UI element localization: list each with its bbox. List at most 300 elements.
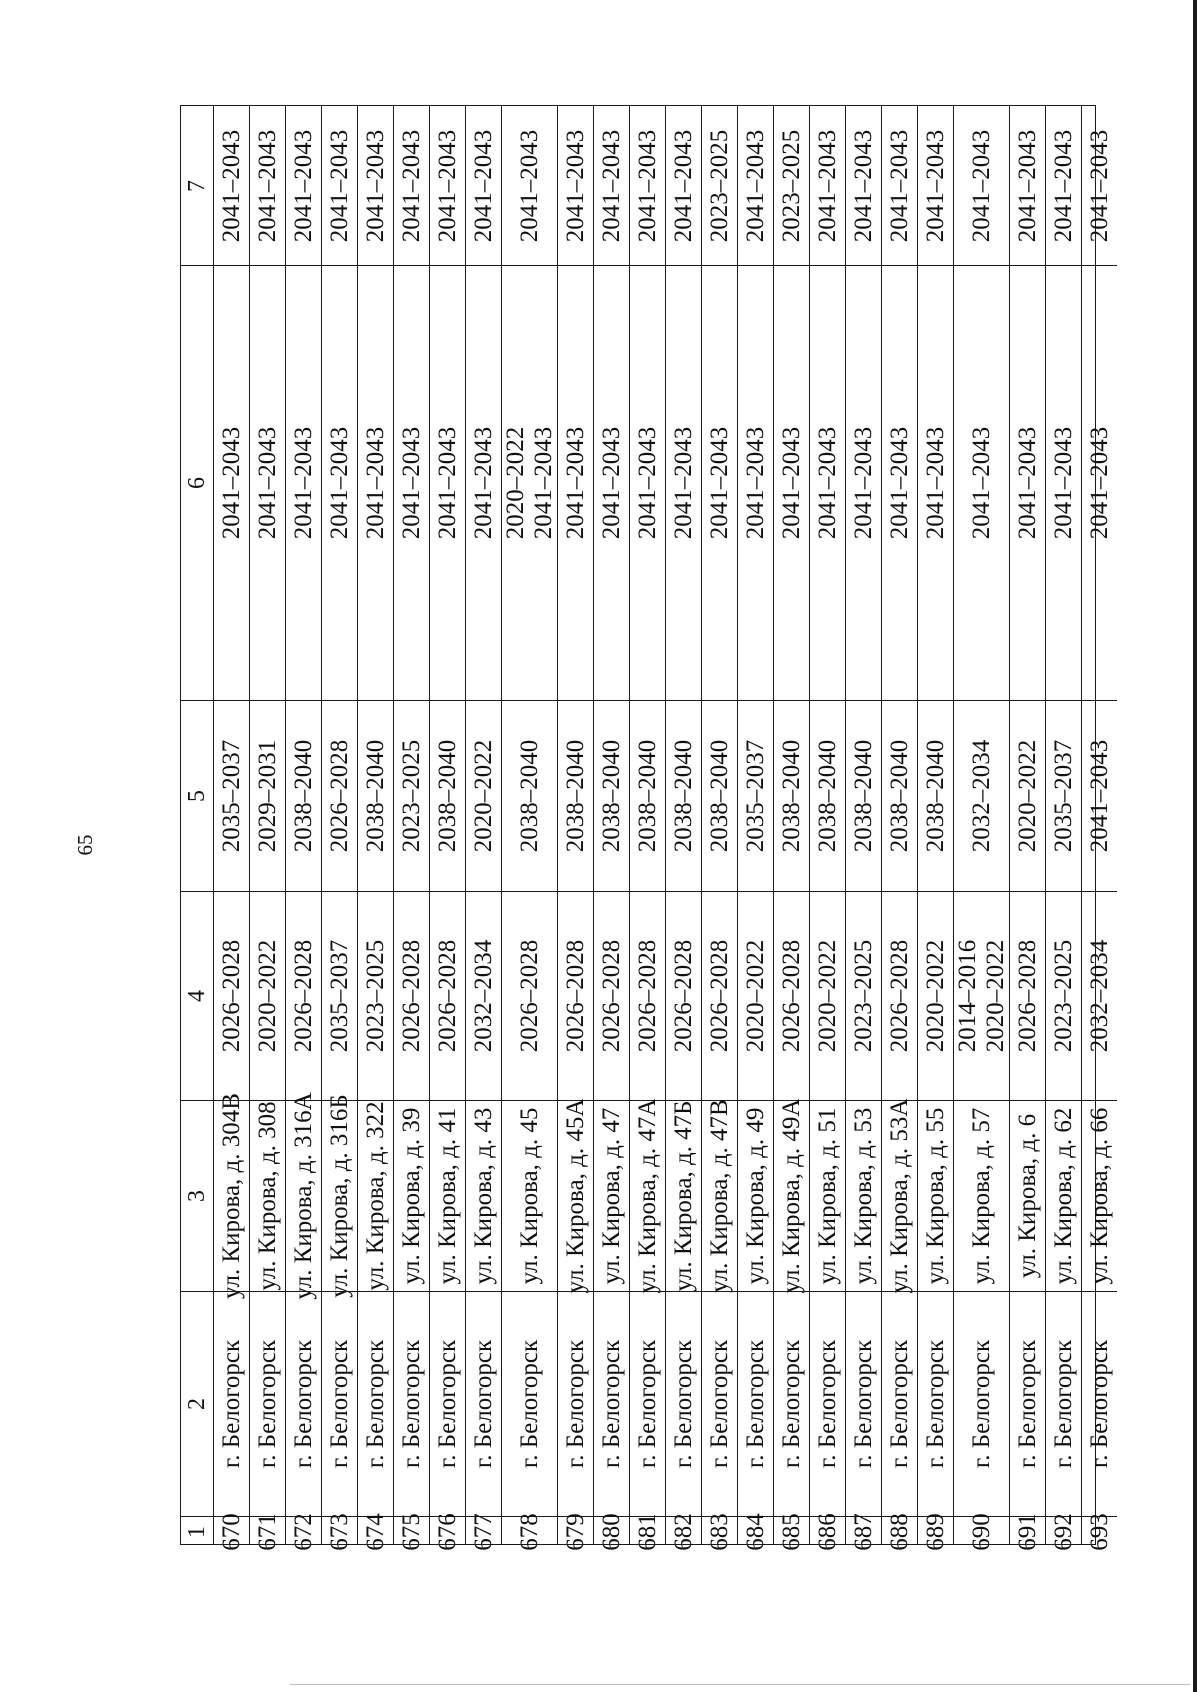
table-cell — [918, 1512, 953, 1551]
period-value — [922, 427, 950, 540]
period-line: 2026–2028 — [633, 939, 661, 1053]
period-line: 2041–2043 — [1013, 426, 1041, 540]
table-cell — [1046, 106, 1081, 265]
period-line: 2035–2037 — [1049, 739, 1077, 853]
period-value — [218, 740, 246, 853]
period-value — [502, 427, 558, 540]
period-line: 2026–2028 — [561, 939, 589, 1053]
header-label: 7 — [184, 179, 210, 192]
period-value — [326, 129, 354, 242]
city-name: г. Белогорск — [433, 1339, 461, 1469]
period-line: 2041–2043 — [217, 426, 245, 540]
table-cell — [774, 1291, 809, 1516]
street-address: ул. Кирова, д. 45А — [561, 1098, 589, 1294]
table-cell — [394, 265, 429, 700]
table-cell — [558, 1098, 593, 1294]
table-row — [249, 106, 285, 1551]
table-cell — [954, 1512, 1009, 1551]
period-value — [398, 427, 426, 540]
period-line: 2038–2040 — [433, 739, 461, 853]
period-line: 2041–2043 — [1049, 426, 1077, 540]
row-number: 686 — [813, 1512, 841, 1551]
period-line: 2041–2043 — [289, 426, 317, 540]
table-cell — [738, 1100, 773, 1291]
table-cell — [702, 265, 737, 700]
period-value — [886, 740, 914, 853]
header-label: 4 — [184, 990, 210, 1002]
period-value — [1050, 940, 1078, 1053]
table-cell — [286, 700, 321, 891]
table-cell — [738, 106, 773, 265]
period-value — [886, 129, 914, 242]
table-cell — [286, 1512, 321, 1551]
period-value — [1086, 940, 1114, 1053]
table-cell — [630, 700, 665, 891]
street-address: ул. Кирова, д. 304В — [217, 1093, 245, 1299]
period-value — [670, 940, 698, 1053]
period-line: 2041–2043 — [885, 129, 913, 242]
table-cell — [882, 1098, 917, 1294]
table-cell — [358, 700, 393, 891]
street-address: ул. Кирова, д. 47Б — [669, 1100, 697, 1292]
period-line: 2026–2028 — [515, 939, 543, 1053]
period-line: 2029–2031 — [253, 739, 281, 853]
period-line: 2023–2025 — [849, 939, 877, 1053]
period-line: 2026–2028 — [777, 939, 805, 1053]
table-cell — [466, 891, 501, 1100]
table-cell — [322, 1094, 357, 1298]
city-name: г. Белогорск — [777, 1339, 805, 1469]
table-cell — [846, 1291, 881, 1516]
period-line: 2041–2043 — [325, 426, 353, 540]
period-line: 2026–2028 — [885, 939, 913, 1053]
header-cell — [181, 265, 213, 700]
period-line: 2041–2043 — [921, 426, 949, 540]
period-value — [814, 940, 842, 1053]
period-line: 2020–2022 — [253, 939, 281, 1053]
table-cell — [702, 1291, 737, 1516]
street-address: ул. Кирова, д. 55 — [921, 1107, 949, 1285]
period-value — [434, 940, 462, 1053]
row-number: 682 — [669, 1512, 697, 1551]
period-value — [742, 129, 770, 242]
period-value — [922, 129, 950, 242]
city-name: г. Белогорск — [253, 1339, 281, 1469]
row-number: 675 — [397, 1512, 425, 1551]
table-cell — [1082, 265, 1117, 700]
table-cell — [466, 700, 501, 891]
period-value — [850, 427, 878, 540]
period-value — [218, 940, 246, 1053]
table-cell — [918, 106, 953, 265]
table-cell — [738, 265, 773, 700]
period-value — [562, 427, 590, 540]
table-cell — [1082, 891, 1117, 1100]
period-value — [362, 740, 390, 853]
period-value — [1014, 940, 1042, 1053]
period-value — [598, 129, 626, 242]
table-cell — [810, 1100, 845, 1291]
period-value — [290, 740, 318, 853]
period-line: 2020–2022 — [813, 939, 841, 1053]
period-line: 2020–2022 — [741, 939, 769, 1053]
period-line: 2041–2043 — [289, 129, 317, 242]
period-line: 2041–2043 — [741, 129, 769, 242]
street-address: ул. Кирова, д. 47В — [705, 1099, 733, 1293]
street-address: ул. Кирова, д. 47 — [597, 1107, 625, 1285]
row-number: 691 — [1013, 1512, 1041, 1551]
period-value — [670, 129, 698, 242]
table-cell — [286, 1291, 321, 1516]
period-value — [398, 940, 426, 1053]
table-cell — [430, 106, 465, 265]
period-line: 2038–2040 — [921, 739, 949, 853]
table-cell — [358, 106, 393, 265]
table-cell — [250, 265, 285, 700]
period-value — [434, 427, 462, 540]
table-row — [665, 106, 701, 1551]
table-cell — [882, 891, 917, 1100]
table-cell — [594, 891, 629, 1100]
period-line: 2026–2028 — [669, 939, 697, 1053]
period-line: 2041–2043 — [813, 129, 841, 242]
header-label: 5 — [184, 790, 210, 802]
period-line: 2041–2043 — [597, 129, 625, 242]
row-number: 676 — [433, 1512, 461, 1551]
period-line: 2041–2043 — [849, 129, 877, 242]
table-row — [809, 106, 845, 1551]
period-line: 2032–2034 — [469, 939, 497, 1053]
row-number: 679 — [561, 1512, 589, 1551]
table-cell — [1010, 891, 1045, 1100]
period-line: 2038–2040 — [561, 739, 589, 853]
period-line: 2038–2040 — [813, 739, 841, 853]
table-cell — [1010, 265, 1045, 700]
table-cell — [430, 1512, 465, 1551]
street-address: ул. Кирова, д. 6 — [1013, 1113, 1041, 1279]
table-cell — [214, 1512, 249, 1551]
street-address: ул. Кирова, д. 49 — [741, 1107, 769, 1285]
table-cell — [810, 106, 845, 265]
table-cell — [1010, 700, 1045, 891]
period-value — [598, 740, 626, 853]
period-value — [814, 129, 842, 242]
table-cell — [630, 106, 665, 265]
table-cell — [358, 1291, 393, 1516]
period-value — [398, 129, 426, 242]
city-name: г. Белогорск — [325, 1339, 353, 1469]
period-value — [1086, 740, 1114, 853]
table-cell — [502, 891, 557, 1100]
period-line: 2041–2043 — [633, 426, 661, 540]
table-cell — [322, 891, 357, 1100]
table-row — [285, 106, 321, 1551]
period-value — [742, 740, 770, 853]
table-cell — [594, 106, 629, 265]
period-value — [968, 129, 996, 242]
row-number: 672 — [289, 1512, 317, 1551]
table-cell — [918, 265, 953, 700]
period-value — [362, 940, 390, 1053]
header-label: 6 — [184, 477, 210, 489]
city-name: г. Белогорск — [597, 1339, 625, 1469]
table-row — [557, 106, 593, 1551]
header-cell — [181, 1100, 213, 1291]
street-address: ул. Кирова, д. 49А — [777, 1098, 805, 1294]
row-number: 673 — [325, 1512, 353, 1551]
table-cell — [1082, 1512, 1117, 1551]
table-cell — [954, 106, 1009, 265]
table-cell — [666, 891, 701, 1100]
city-name: г. Белогорск — [669, 1339, 697, 1469]
period-line: 2038–2040 — [705, 739, 733, 853]
city-name: г. Белогорск — [849, 1339, 877, 1469]
period-value — [290, 427, 318, 540]
table-cell — [558, 700, 593, 891]
period-line: 2041–2043 — [433, 129, 461, 242]
period-value — [326, 740, 354, 853]
table-cell — [466, 1100, 501, 1291]
period-line: 2041–2043 — [669, 426, 697, 540]
period-line: 2041–2043 — [705, 426, 733, 540]
period-line: 2023–2025 — [777, 129, 805, 242]
period-line: 2014–2016 — [953, 939, 981, 1053]
period-line: 2041–2043 — [469, 426, 497, 540]
table-cell — [394, 700, 429, 891]
table-cell — [286, 1092, 321, 1300]
table-cell — [466, 1291, 501, 1516]
period-line: 2023–2025 — [705, 129, 733, 242]
table-cell — [430, 1100, 465, 1291]
period-value — [634, 427, 662, 540]
period-value — [254, 940, 282, 1053]
row-number: 683 — [705, 1512, 733, 1551]
table-row — [881, 106, 917, 1551]
table-cell — [322, 1512, 357, 1551]
table-cell — [430, 265, 465, 700]
table-cell — [558, 265, 593, 700]
table-cell — [882, 265, 917, 700]
table-row — [501, 106, 557, 1551]
header-label: 2 — [184, 1398, 210, 1410]
city-name: г. Белогорск — [397, 1339, 425, 1469]
period-value — [516, 940, 544, 1053]
city-name: г. Белогорск — [1049, 1339, 1077, 1469]
period-line: 2038–2040 — [633, 739, 661, 853]
table-row — [393, 106, 429, 1551]
table-cell — [918, 891, 953, 1100]
period-value — [434, 740, 462, 853]
table-cell — [502, 1512, 557, 1551]
street-address: ул. Кирова, д. 53 — [849, 1107, 877, 1285]
table-row — [629, 106, 665, 1551]
period-line: 2041–2043 — [1049, 129, 1077, 242]
period-value — [326, 940, 354, 1053]
header-cell — [181, 700, 213, 891]
header-label: 3 — [184, 1190, 210, 1202]
period-value — [290, 940, 318, 1053]
period-line: 2041–2043 — [361, 426, 389, 540]
period-line: 2041–2043 — [1013, 129, 1041, 242]
period-value — [968, 740, 996, 853]
period-line: 2041–2043 — [597, 426, 625, 540]
table-cell — [466, 265, 501, 700]
period-value — [398, 740, 426, 853]
row-number: 671 — [253, 1512, 281, 1551]
table-row — [737, 106, 773, 1551]
period-value — [670, 427, 698, 540]
period-value — [290, 129, 318, 242]
header-cell — [181, 1516, 213, 1546]
period-value — [778, 129, 806, 242]
table-cell — [774, 1098, 809, 1294]
table-cell — [630, 265, 665, 700]
city-name: г. Белогорск — [469, 1339, 497, 1469]
row-number: 684 — [741, 1512, 769, 1551]
table-cell — [594, 1512, 629, 1551]
table-cell — [738, 891, 773, 1100]
table-cell — [286, 891, 321, 1100]
period-value — [814, 740, 842, 853]
period-line: 2041–2043 — [361, 129, 389, 242]
period-line: 2038–2040 — [885, 739, 913, 853]
period-value — [598, 427, 626, 540]
street-address: ул. Кирова, д. 47А — [633, 1098, 661, 1294]
period-value — [516, 129, 544, 242]
row-number: 690 — [967, 1512, 995, 1551]
row-number: 680 — [597, 1512, 625, 1551]
page-number: 65 — [73, 834, 97, 856]
period-value — [706, 940, 734, 1053]
table-cell — [738, 1291, 773, 1516]
period-value — [598, 940, 626, 1053]
table-cell — [954, 1291, 1009, 1516]
period-line: 2041–2043 — [921, 129, 949, 242]
period-line: 2041–2043 — [777, 426, 805, 540]
table-cell — [358, 891, 393, 1100]
table-cell — [502, 106, 557, 265]
table-cell — [666, 106, 701, 265]
period-line: 2041–2043 — [849, 426, 877, 540]
period-line: 2020–2022 — [921, 939, 949, 1053]
table-cell — [702, 891, 737, 1100]
table-cell — [430, 1291, 465, 1516]
period-line: 2026–2028 — [217, 939, 245, 1053]
period-value — [634, 129, 662, 242]
table-cell — [1082, 1100, 1117, 1291]
period-value — [218, 129, 246, 242]
table-cell — [954, 265, 1009, 700]
table-cell — [774, 1512, 809, 1551]
table-cell — [286, 106, 321, 265]
table-cell — [810, 1291, 845, 1516]
row-number: 677 — [469, 1512, 497, 1551]
table-cell — [954, 891, 1009, 1100]
table-row — [1081, 106, 1117, 1551]
table-cell — [250, 1512, 285, 1551]
period-value — [706, 129, 734, 242]
period-line: 2038–2040 — [515, 739, 543, 853]
table-cell — [1046, 891, 1081, 1100]
table-cell — [558, 1512, 593, 1551]
table-row — [917, 106, 953, 1551]
row-number: 670 — [217, 1512, 245, 1551]
period-value — [778, 740, 806, 853]
period-line: 2041–2043 — [217, 129, 245, 242]
table-cell — [214, 1093, 249, 1299]
period-value — [706, 740, 734, 853]
period-line: 2026–2028 — [705, 939, 733, 1053]
street-address: ул. Кирова, д. 62 — [1049, 1107, 1077, 1285]
period-line: 2023–2025 — [1049, 939, 1077, 1053]
period-line: 2035–2037 — [325, 939, 353, 1053]
bottom-rule — [290, 1684, 1190, 1685]
period-line: 2020–2022 — [469, 739, 497, 853]
city-name: г. Белогорск — [885, 1339, 913, 1469]
table-cell — [774, 700, 809, 891]
period-line: 2041–2043 — [253, 426, 281, 540]
table-cell — [846, 1100, 881, 1291]
period-value — [254, 129, 282, 242]
table-cell — [322, 1291, 357, 1516]
header-row — [181, 106, 213, 1544]
table-cell — [430, 891, 465, 1100]
period-value — [886, 427, 914, 540]
table-cell — [1046, 265, 1081, 700]
table-row — [357, 106, 393, 1551]
table-row — [465, 106, 501, 1551]
period-value — [850, 129, 878, 242]
period-value — [968, 427, 996, 540]
period-line: 2026–2028 — [433, 939, 461, 1053]
table-row — [1045, 106, 1081, 1551]
table-cell — [594, 700, 629, 891]
period-line: 2041–2043 — [1085, 426, 1113, 540]
city-name: г. Белогорск — [1085, 1339, 1113, 1469]
street-address: ул. Кирова, д. 51 — [813, 1107, 841, 1285]
table-cell — [630, 1098, 665, 1294]
street-address: ул. Кирова, д. 322 — [361, 1101, 389, 1291]
row-number: 674 — [361, 1512, 389, 1551]
table-cell — [502, 1291, 557, 1516]
period-line: 2020–2022 — [981, 939, 1009, 1053]
table-cell — [846, 265, 881, 700]
period-value — [1014, 427, 1042, 540]
table-cell — [630, 1291, 665, 1516]
period-value — [1086, 129, 1114, 242]
period-line: 2035–2037 — [741, 739, 769, 853]
period-line: 2041–2043 — [1085, 129, 1113, 242]
page-edge-shadow — [1193, 0, 1197, 1692]
period-line: 2026–2028 — [1013, 939, 1041, 1053]
street-address: ул. Кирова, д. 53А — [885, 1098, 913, 1294]
period-line: 2020–2022 — [1013, 739, 1041, 853]
period-line: 2041–2043 — [253, 129, 281, 242]
period-line: 2041–2043 — [967, 426, 995, 540]
table-cell — [630, 1512, 665, 1551]
table-cell — [214, 700, 249, 891]
row-number: 693 — [1085, 1512, 1113, 1551]
table-cell — [502, 265, 557, 700]
period-value — [254, 427, 282, 540]
table-cell — [250, 700, 285, 891]
city-name: г. Белогорск — [1013, 1339, 1041, 1469]
header-cell — [181, 891, 213, 1100]
table-cell — [846, 700, 881, 891]
table-row — [773, 106, 809, 1551]
table-cell — [702, 1100, 737, 1291]
table-cell — [774, 265, 809, 700]
